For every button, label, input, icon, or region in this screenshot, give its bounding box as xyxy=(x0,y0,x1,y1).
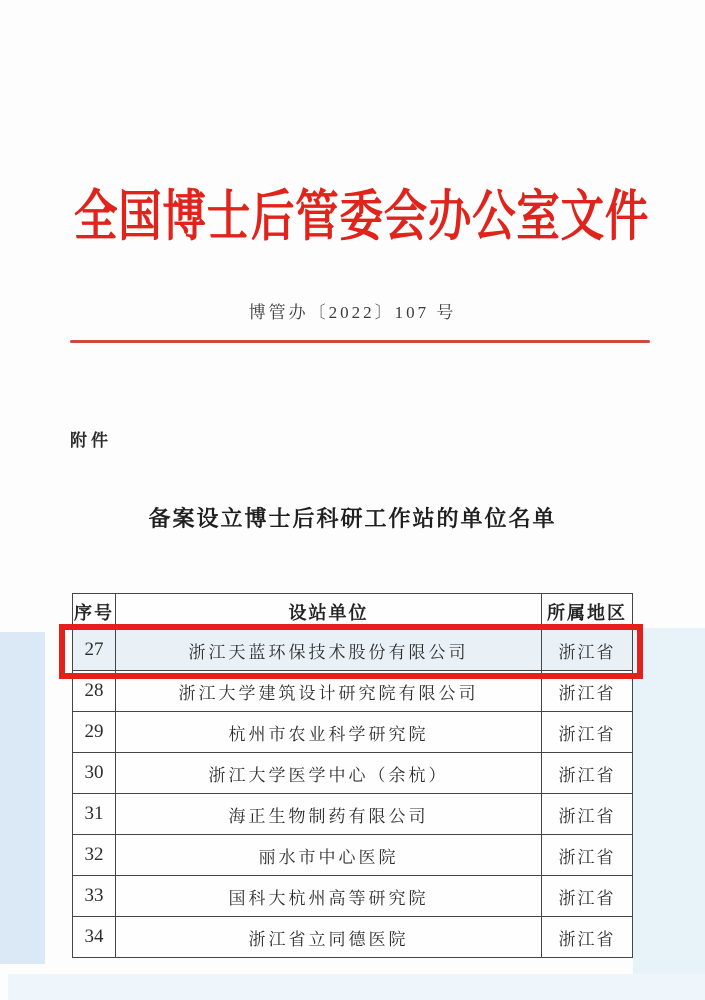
table-row-30 xyxy=(73,753,633,794)
page-background-bottom-band xyxy=(8,974,705,1000)
red-divider-rule xyxy=(70,340,650,343)
cell-unit-name: 国科大杭州高等研究院 xyxy=(116,876,542,917)
cell-unit-name: 丽水市中心医院 xyxy=(116,835,542,876)
header-region: 所属地区 xyxy=(542,594,633,630)
cell-serial-number: 29 xyxy=(73,712,116,753)
attachment-label: 附件 xyxy=(70,431,112,450)
cell-unit-name: 浙江天蓝环保技术股份有限公司 xyxy=(116,630,542,671)
cell-region: 浙江省 xyxy=(542,835,633,876)
cell-region: 浙江省 xyxy=(542,917,633,958)
cell-serial-number: 31 xyxy=(73,794,116,835)
cell-region: 浙江省 xyxy=(542,753,633,794)
table-title: 备案设立博士后科研工作站的单位名单 xyxy=(148,506,557,531)
table-row-33 xyxy=(73,876,633,917)
cell-unit-name: 浙江大学医学中心（余杭） xyxy=(116,753,542,794)
table-row-27 xyxy=(73,630,633,671)
document-title: 全国博士后管委会办公室文件 xyxy=(74,186,650,247)
cell-unit-name: 浙江省立同德医院 xyxy=(116,917,542,958)
cell-serial-number: 30 xyxy=(73,753,116,794)
cell-region: 浙江省 xyxy=(542,630,633,671)
table-row-31 xyxy=(73,794,633,835)
cell-region: 浙江省 xyxy=(542,794,633,835)
header-unit-name: 设站单位 xyxy=(116,594,542,630)
header-serial-number: 序号 xyxy=(73,594,116,630)
table-row-28 xyxy=(73,671,633,712)
cell-serial-number: 34 xyxy=(73,917,116,958)
cell-serial-number: 32 xyxy=(73,835,116,876)
cell-unit-name: 海正生物制药有限公司 xyxy=(116,794,542,835)
document-number: 博管办〔2022〕107 号 xyxy=(248,303,457,322)
page-background-right-strip xyxy=(633,628,705,988)
table-row-34 xyxy=(73,917,633,958)
cell-region: 浙江省 xyxy=(542,876,633,917)
table-header-row xyxy=(73,594,633,630)
cell-region: 浙江省 xyxy=(542,671,633,712)
cell-region: 浙江省 xyxy=(542,712,633,753)
table-row-29 xyxy=(73,712,633,753)
cell-serial-number: 33 xyxy=(73,876,116,917)
table-row-32 xyxy=(73,835,633,876)
cell-unit-name: 杭州市农业科学研究院 xyxy=(116,712,542,753)
cell-unit-name: 浙江大学建筑设计研究院有限公司 xyxy=(116,671,542,712)
page-background-left-strip xyxy=(0,632,45,964)
cell-serial-number: 28 xyxy=(73,671,116,712)
cell-serial-number: 27 xyxy=(73,630,116,671)
units-table xyxy=(72,593,633,958)
